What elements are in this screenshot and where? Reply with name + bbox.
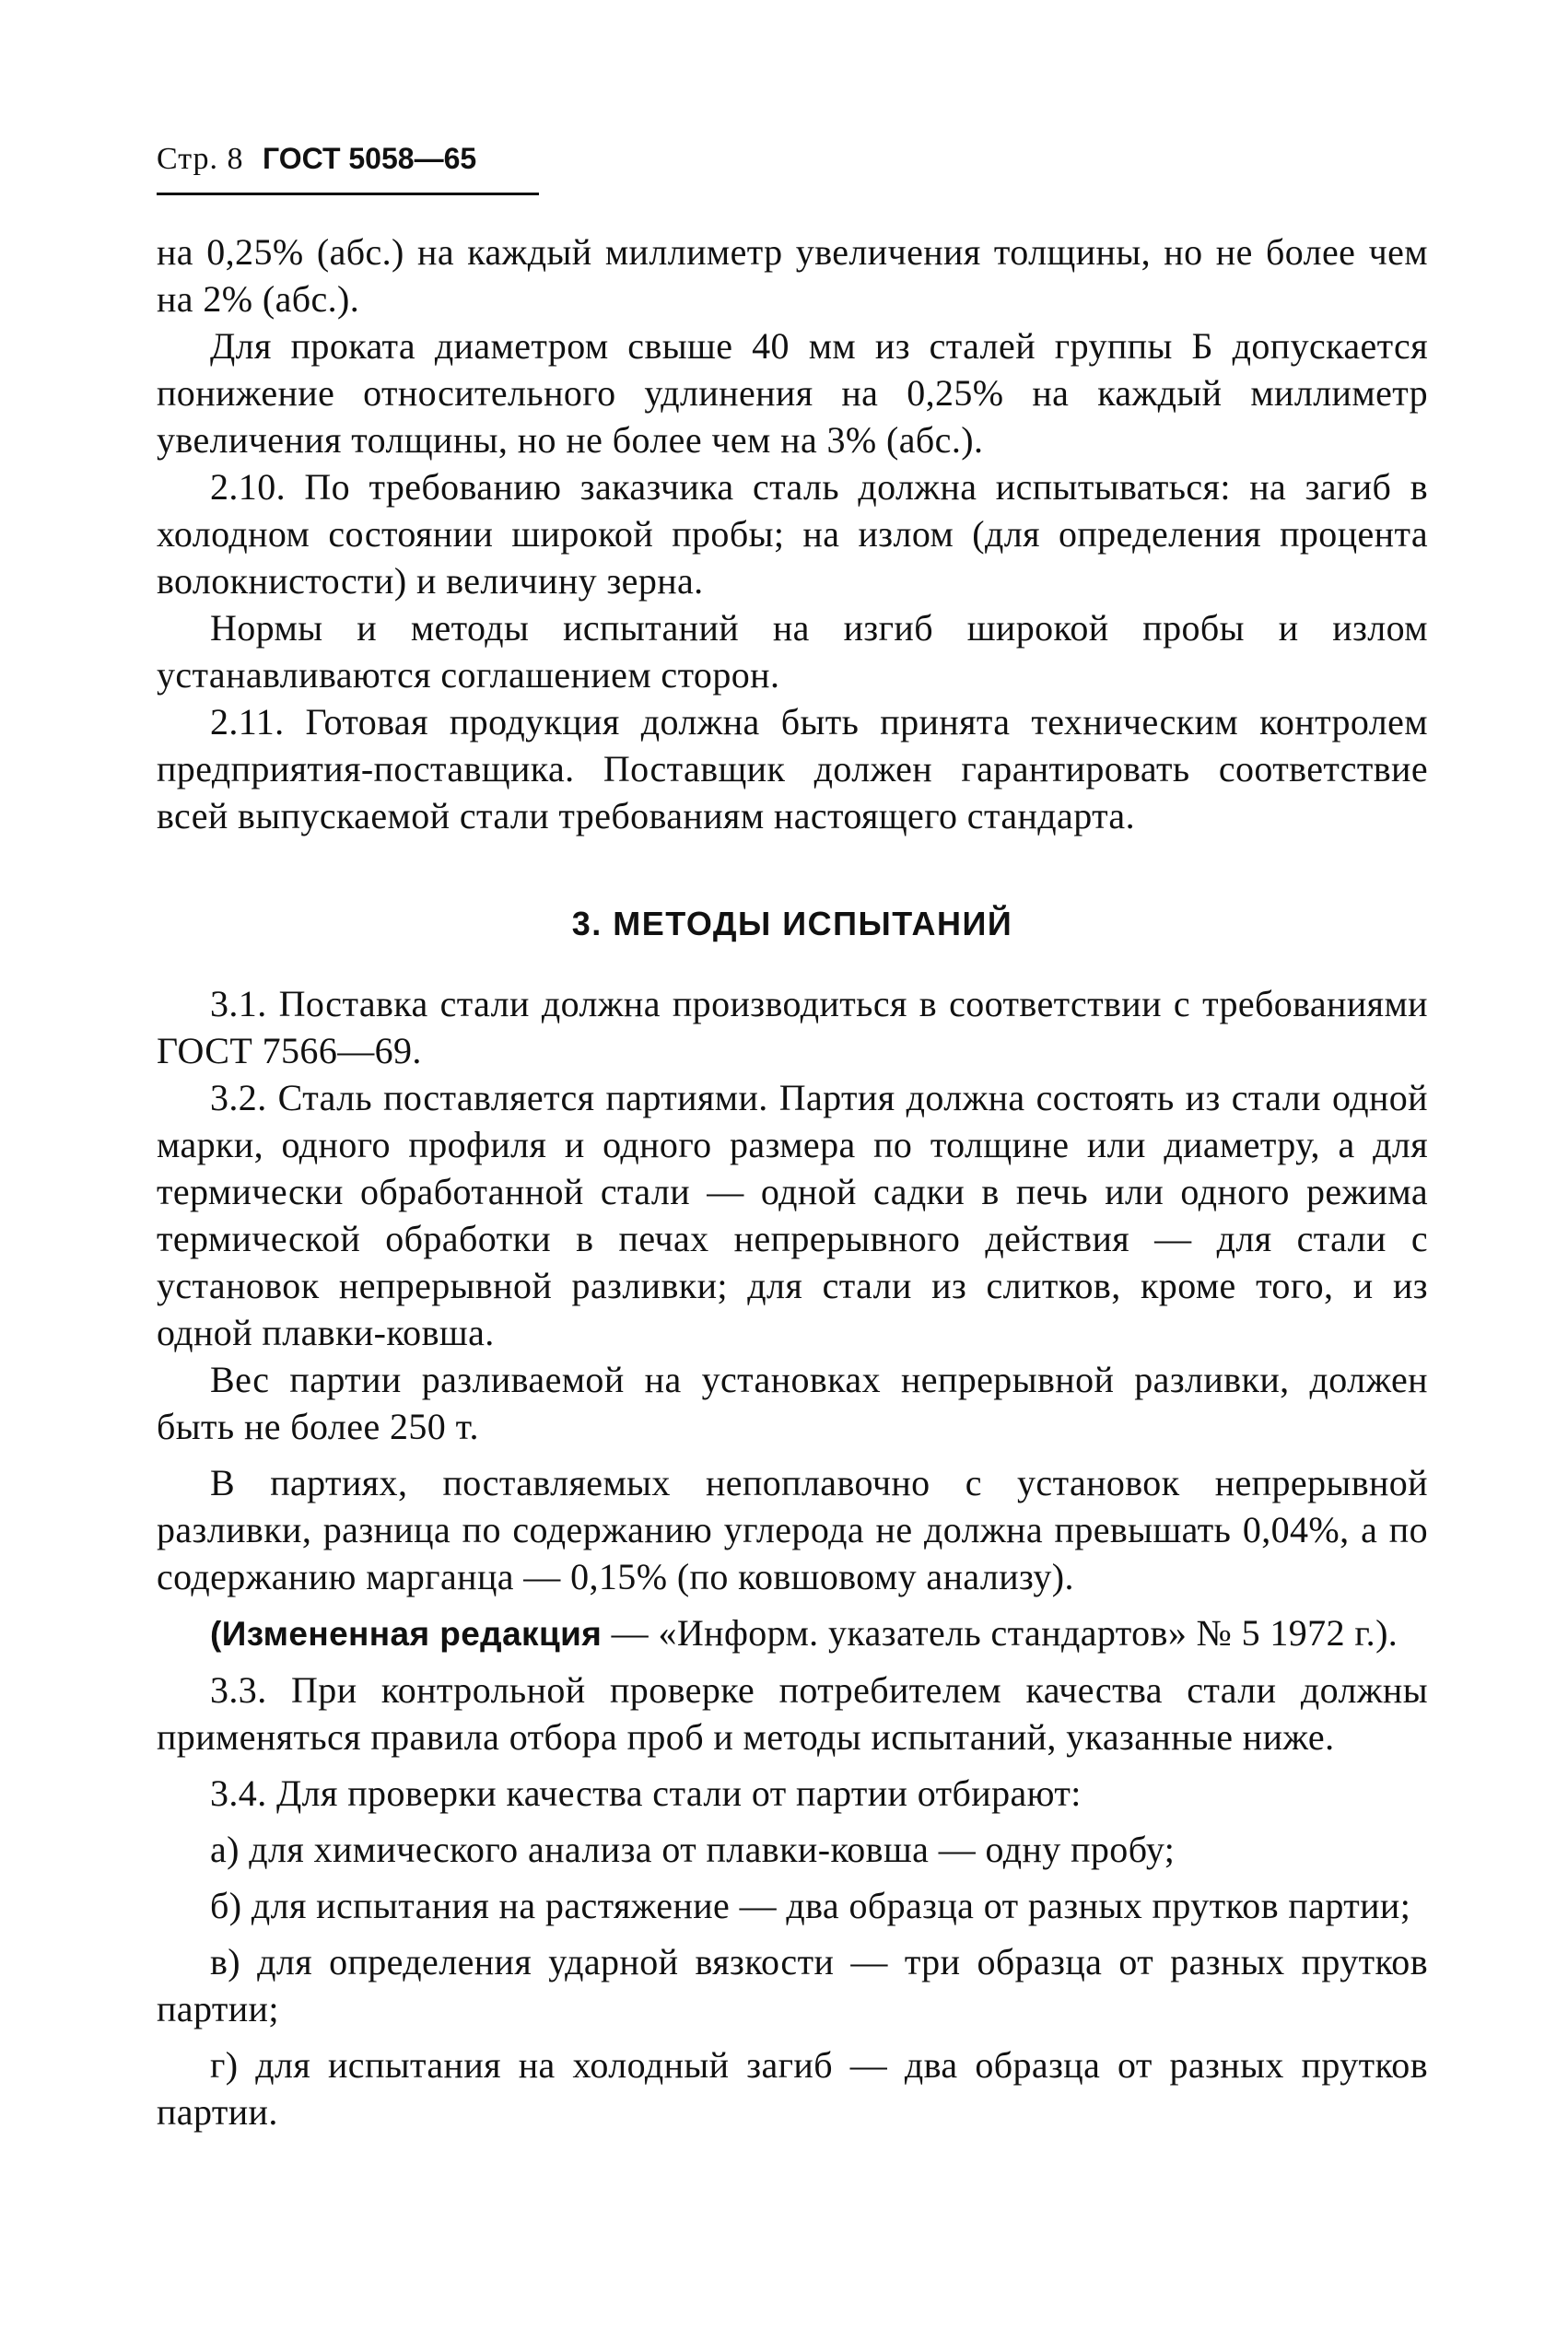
- amendment-label: (Измененная редакция: [210, 1615, 603, 1653]
- page-number: Стр. 8: [157, 142, 244, 176]
- paragraph: Для проката диаметром свыше 40 мм из сталей группы Б допускается понижение относительного удлинения на 0,25% на каждый миллиметр увеличения толщины, но не более чем на 3% (абс.).: [157, 325, 1428, 461]
- amendment-reference: — «Информ. указатель стандартов» № 5 1972 г.).: [611, 1612, 1398, 1654]
- paragraph-clause-3-3: 3.3. При контрольной проверке потребителем качества стали должны применяться правила отбора проб и методы испытаний, указанные ниже.: [157, 1669, 1428, 1758]
- header-divider: [157, 193, 539, 195]
- paragraph-clause-2-11: 2.11. Готовая продукция должна быть принята техническим контролем предприятия-поставщика. Поставщик должен гарантировать соответствие всей выпускаемой стали требованиям настоящего стандарта.: [157, 701, 1428, 836]
- paragraph-continuation: на 0,25% (абс.) на каждый миллиметр увеличения толщины, но не более чем на 2% (абс.).: [157, 231, 1428, 320]
- paragraph-clause-2-10: 2.10. По требованию заказчика сталь должна испытываться: на загиб в холодном состоянии широкой пробы; на излом (для определения процента волокнистости) и величину зерна.: [157, 466, 1428, 602]
- document-body: [157, 228, 1428, 2135]
- amendment-note: [157, 1609, 1428, 1657]
- document-page: [157, 138, 1428, 2135]
- list-item: г) для испытания на холодный загиб — два образца от разных прутков партии.: [157, 2044, 1428, 2133]
- paragraph-clause-3-2: 3.2. Сталь поставляется партиями. Партия должна состоять из стали одной марки, одного профиля и одного размера по толщине или диаметру, а для термически обработанной стали — одной садки в печь или одного режима термической обработки в печах непрерывного действия — для стали с установок непрерывной разливки; для стали из слитков, кроме того, и из одной плавки-ковша.: [157, 1077, 1428, 1353]
- list-item: б) для испытания на растяжение — два образца от разных прутков партии;: [210, 1885, 1411, 1926]
- section-title: 3. МЕТОДЫ ИСПЫТАНИЙ: [571, 905, 1013, 942]
- paragraph-clause-3-1: 3.1. Поставка стали должна производиться в соответствии с требованиями ГОСТ 7566—69.: [157, 983, 1428, 1071]
- list-item: в) для определения ударной вязкости — три образца от разных прутков партии;: [157, 1941, 1428, 2029]
- standard-designation: ГОСТ 5058—65: [263, 142, 477, 175]
- paragraph: Нормы и методы испытаний на изгиб широкой пробы и излом устанавливаются соглашением сторон.: [157, 607, 1428, 696]
- page-header: [157, 138, 476, 180]
- paragraph-clause-3-4: 3.4. Для проверки качества стали от партии отбирают:: [210, 1772, 1082, 1814]
- paragraph: В партиях, поставляемых непоплавочно с установок непрерывной разливки, разница по содержанию углерода не должна превышать 0,04%, а по содержанию марганца — 0,15% (по ковшовому анализу).: [157, 1462, 1428, 1597]
- paragraph: Вес партии разливаемой на установках непрерывной разливки, должен быть не более 250 т.: [157, 1359, 1428, 1447]
- list-item: а) для химического анализа от плавки-ковша — одну пробу;: [210, 1829, 1176, 1870]
